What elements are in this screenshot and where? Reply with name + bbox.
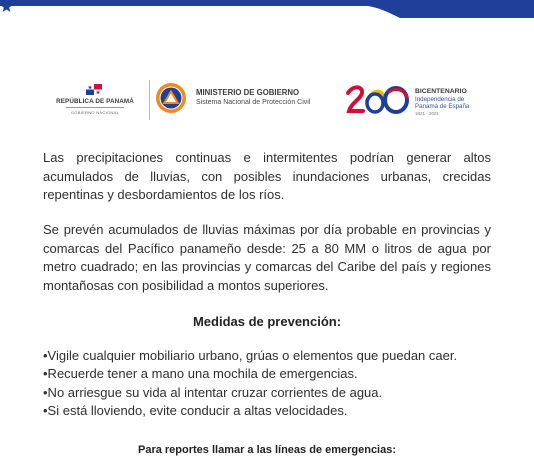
paragraph-line: regiones montañosas con posibilidad a montos superiores. xyxy=(43,259,491,293)
list-item: •Si está lloviendo, evite conducir a altas velocidades. xyxy=(43,402,348,418)
bicentenario-logo-icon xyxy=(345,83,411,117)
ministerio-subtitle: Sistema Nacional de Protección Civil xyxy=(196,99,311,106)
list-item: •Vigile cualquier mobiliario urbano, grúas o elementos que puedan caer. xyxy=(43,348,458,363)
bicentenario-title: BICENTENARIO xyxy=(415,88,467,95)
list-item: •No arriesgue su vida al intentar cruzar corrientes de agua. xyxy=(43,384,383,400)
paragraph-line: metro cuadrado; en las provincias y comarcas del Caribe del país y xyxy=(43,259,442,274)
paragraph-line: Las precipitaciones continuas e intermitentes podrían generar altos xyxy=(43,150,491,165)
panama-flag-icon xyxy=(86,84,102,95)
bicentenario-years: 1821 - 2021 xyxy=(415,111,440,116)
paragraph-line: acumulados de lluvias, con posibles inundaciones urbanas, crecidas xyxy=(43,168,491,184)
paragraph-line: Se prevén acumulados de lluvias máximas por día probable en provincias xyxy=(43,222,485,237)
republica-title: REPÚBLICA DE PANAMÁ xyxy=(56,98,134,105)
top-banner xyxy=(0,0,534,22)
republica-divider xyxy=(66,107,124,108)
paragraph-line: y comarcas del Pacífico panameño desde: 25 a 80 MM o litros de agua por xyxy=(43,222,491,256)
bicentenario-line-1: Independencia de xyxy=(415,96,465,103)
list-item: •Recuerde tener a mano una mochila de emergencias. xyxy=(43,366,358,382)
top-banner-shape xyxy=(0,0,534,22)
paragraph-rain-warning xyxy=(43,149,491,205)
star-icon xyxy=(0,0,13,13)
emergency-heading: Para reportes llamar a las líneas de emergencias: xyxy=(137,444,397,456)
bicentenario-line-2: Panamá de España xyxy=(415,103,470,110)
paragraph-line: repentinas y desbordamientos de los ríos. xyxy=(43,187,285,202)
prevention-list xyxy=(43,347,513,420)
proteccion-civil-seal-icon xyxy=(155,82,187,114)
prevention-heading: Medidas de prevención: xyxy=(192,314,342,329)
ministerio-title: MINISTERIO DE GOBIERNO xyxy=(196,88,300,97)
paragraph-rain-forecast xyxy=(43,221,491,295)
republica-subtitle: GOBIERNO NACIONAL xyxy=(70,110,120,115)
logo-separator xyxy=(149,80,150,120)
